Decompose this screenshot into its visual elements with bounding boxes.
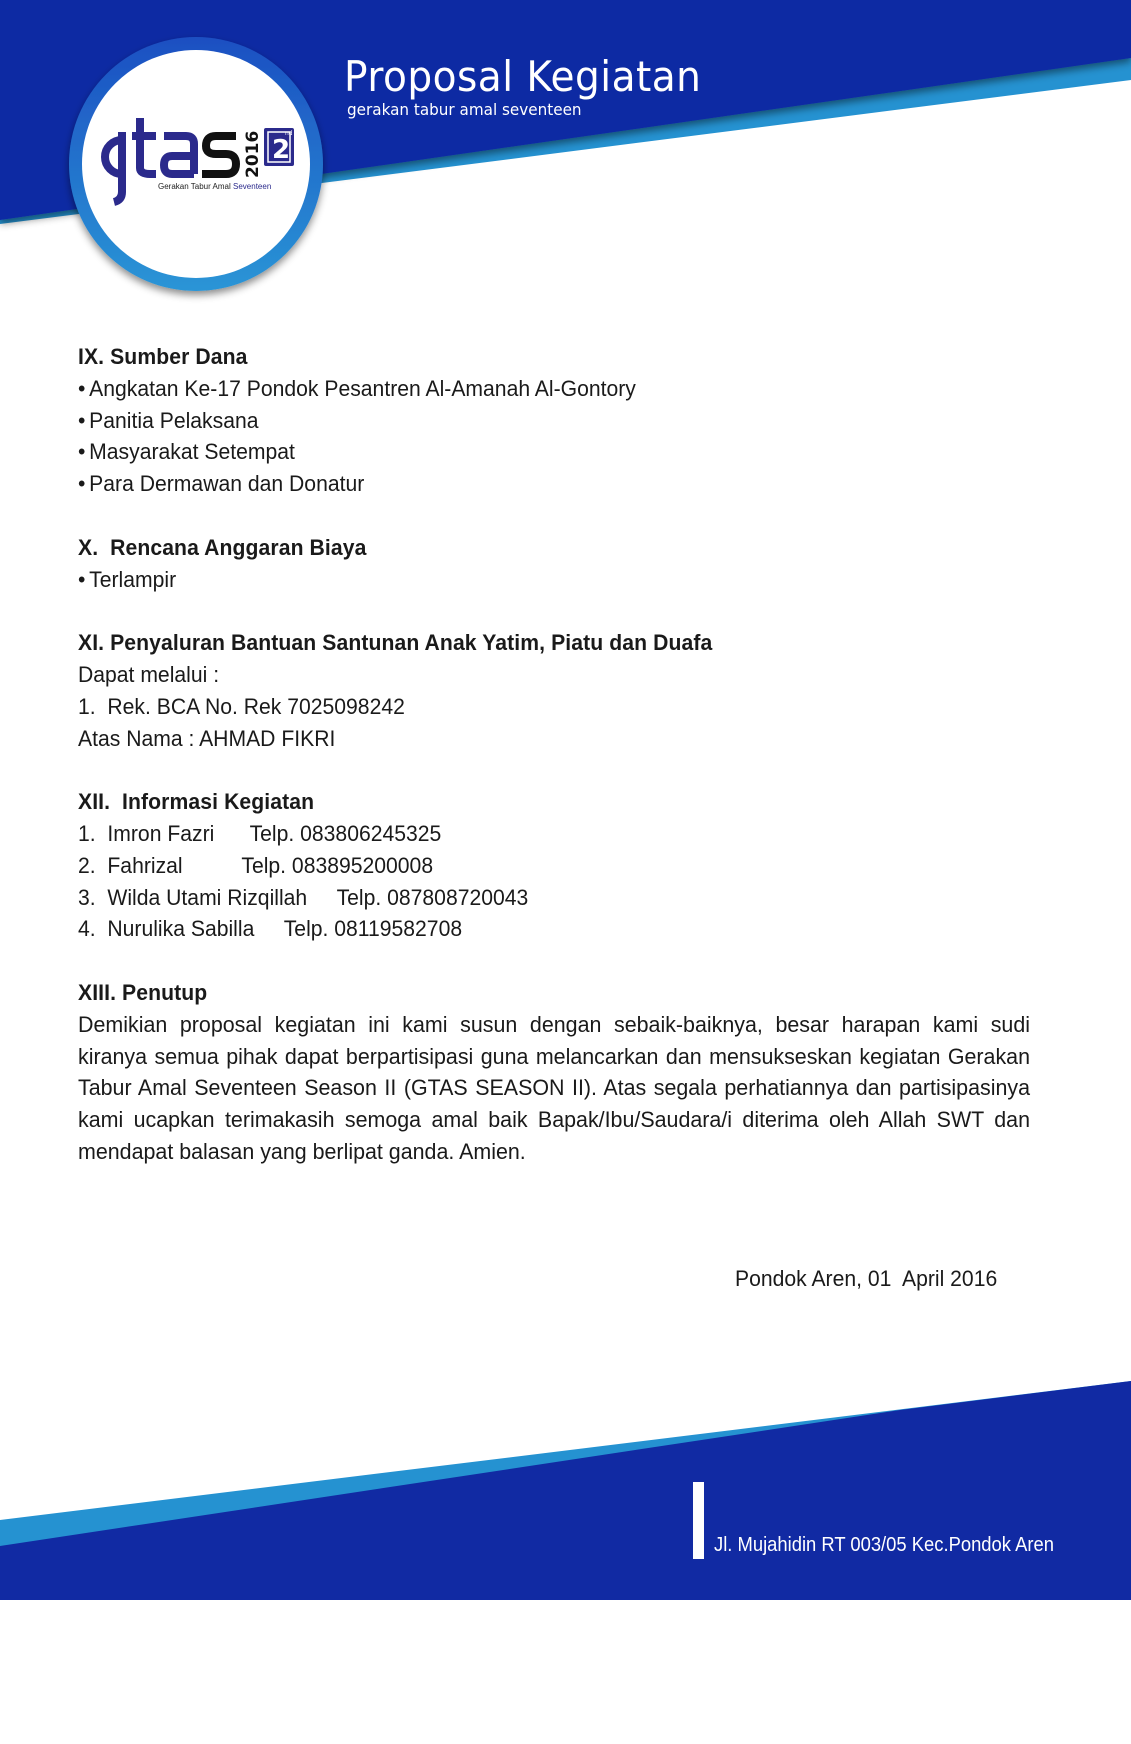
address-line-2: Kel. Perigi Baru Tangerang Selatan - Banten xyxy=(714,1613,1076,1636)
contact-name: 4. Nurulika Sabilla xyxy=(78,916,284,942)
document-subtitle: gerakan tabur amal seventeen xyxy=(347,100,582,119)
section-heading: X. Rencana Anggaran Biaya xyxy=(78,534,367,560)
section-heading: XII. Informasi Kegiatan xyxy=(78,789,315,815)
account-name-line: Atas Nama : AHMAD FIKRI xyxy=(78,725,336,751)
footer-phone: Telp. 087771246527 / 083813578618 xyxy=(714,1693,1019,1715)
list-item: • Terlampir xyxy=(78,564,995,596)
contact-name: 2. Fahrizal xyxy=(78,852,242,878)
section-heading: XI. Penyaluran Bantuan Santunan Anak Yatim, Piatu dan Duafa xyxy=(78,630,713,656)
edition-suffix: nd xyxy=(285,130,293,137)
contact-row xyxy=(78,882,995,914)
list-item: • Panitia Pelaksana xyxy=(78,405,995,437)
closing-paragraph: Demikian proposal kegiatan ini kami susun dengan sebaik-baiknya, besar harapan kami sudi kiranya semua pihak dapat berpartisipasi guna melancarkan dan mensukseskan kegiatan Gerakan Tabur Amal Seventeen Season II (GTAS SEASON II). Atas segala perhatiannya dan partisipasinya kami ucapkan terimakasih semoga amal baik Bapak/Ibu/Saudara/i diterima oleh Allah SWT dan mendapat balasan yang berlipat ganda. Amien. xyxy=(78,1011,1030,1164)
year-2016 xyxy=(243,131,263,178)
section-sumber-dana xyxy=(78,341,1053,500)
text-line: Dapat melalui : xyxy=(78,661,220,687)
section-penutup xyxy=(78,977,1053,1168)
edition-number: 2 xyxy=(272,135,291,165)
section-heading: XIII. Penutup xyxy=(78,979,208,1005)
contact-phone: Telp. 083806245325 xyxy=(249,820,442,846)
list-item: • Angkatan Ke-17 Pondok Pesantren Al-Amanah Al-Gontory xyxy=(78,373,995,405)
place-and-date: Pondok Aren, 01 April 2016 xyxy=(735,1266,998,1291)
contact-phone: Telp. 083895200008 xyxy=(241,852,434,878)
list-item: • Masyarakat Setempat xyxy=(78,436,995,468)
section-informasi xyxy=(78,786,1053,945)
contact-row xyxy=(78,850,995,882)
contact-phone: Telp. 087808720043 xyxy=(336,884,529,910)
section-heading: IX. Sumber Dana xyxy=(78,344,248,369)
contact-phone: Telp. 08119582708 xyxy=(283,916,463,942)
gtas-logo xyxy=(60,32,332,304)
bank-account-line: 1. Rek. BCA No. Rek 7025098242 xyxy=(78,693,405,719)
document-body xyxy=(78,341,1053,1168)
contact-row xyxy=(78,818,995,850)
logo-tagline: Gerakan Tabur Amal Seventeen xyxy=(158,182,272,191)
contact-name: 3. Wilda Utami Rizqillah xyxy=(78,884,337,910)
list-item: • Para Dermawan dan Donatur xyxy=(78,468,995,500)
footer-divider xyxy=(693,1482,704,1559)
section-penyaluran xyxy=(78,627,1053,754)
svg-text:2016: 2016 xyxy=(243,130,263,178)
contact-name: 1. Imron Fazri xyxy=(78,820,250,846)
address-line-1: Jl. Mujahidin RT 003/05 Kec.Pondok Aren xyxy=(714,1534,1054,1556)
document-title: Proposal Kegiatan xyxy=(344,52,702,101)
section-anggaran xyxy=(78,532,1053,596)
footer-address xyxy=(714,1479,1076,1744)
contact-row xyxy=(78,913,995,945)
